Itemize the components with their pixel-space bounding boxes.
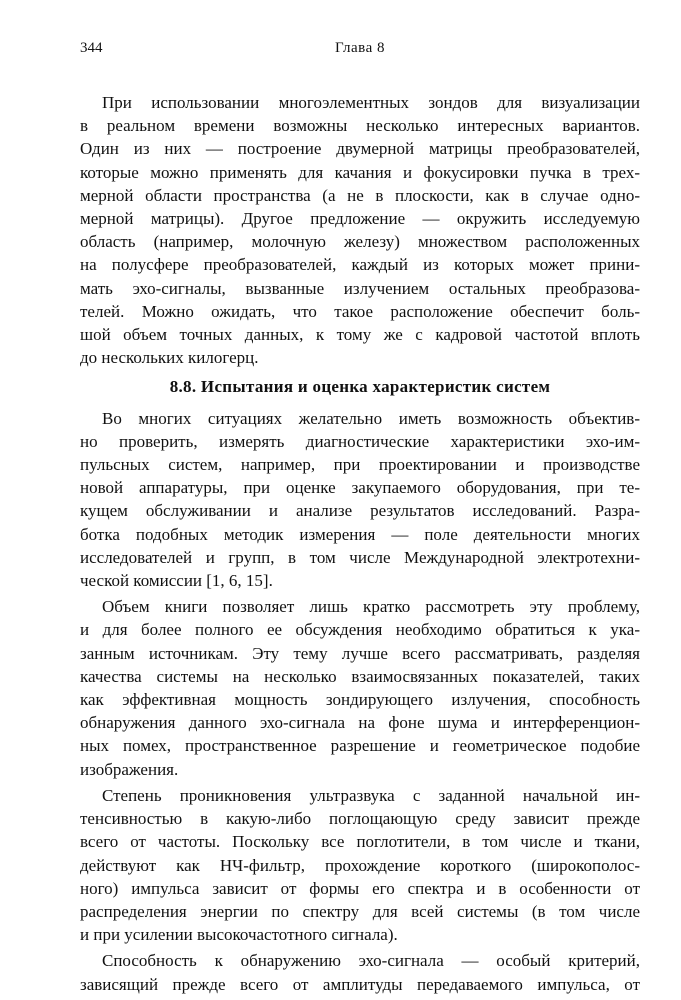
text-line: Во многих ситуациях желательно иметь возможность объектив- [102,408,640,428]
text-line: ного) импульса зависит от формы его спектра и в особенности от [80,878,640,898]
text-line: и при усилении высокочастотного сигнала). [80,925,398,945]
text-line: Один из них — построение двумерной матрицы преобразователей, [80,139,640,159]
paragraph [80,949,640,995]
text-line: При использовании многоэлементных зондов для визуализации [102,93,640,112]
section-title: 8.8. Испытания и оценка характеристик систем [169,377,551,397]
text-line: распределения энергии по спектру для всей системы (в том числе [80,901,640,921]
paragraph [80,595,640,781]
text-line: мать эхо-сигналы, вызванные излучением остальных преобразова- [80,278,640,298]
page-number: 344 [80,40,103,56]
text-line: зависящий прежде всего от амплитуды передаваемого импульса, от [80,974,640,994]
text-line: шой объем точных данных, к тому же с кадровой частотой вплоть [80,325,640,345]
text-line: тенсивностью в какую-либо поглощающую среду зависит прежде [80,809,640,829]
text-line: Объем книги позволяет лишь кратко рассмотреть эту проблему, [102,597,640,617]
text-line: исследователей и групп, в том числе Международной электротехни- [80,547,640,567]
text-line: на полусфере преобразователей, каждый из которых может прини- [80,255,640,275]
paragraphs-after-section [80,407,640,996]
paragraphs-before-section [80,91,640,369]
text-line: телей. Можно ожидать, что такое расположение обеспечит боль- [80,301,640,321]
text-line: мерной области пространства (а не в плоскости, как в случае одно- [80,185,640,205]
text-line: изображения. [80,759,179,779]
text-line: всего от частоты. Поскольку все поглотители, в том числе и ткани, [80,832,640,852]
text-line: Способность к обнаружению эхо-сигнала — особый критерий, [102,951,640,971]
text-line: мерной матрицы). Другое предложение — окружить исследуемую [80,209,640,229]
paragraph [80,91,640,369]
text-line: область (например, молочную железу) множеством расположенных [80,232,640,252]
text-line: действуют как НЧ-фильтр, прохождение короткого (широкополос- [80,855,640,875]
text-line: в реальном времени возможны несколько интересных вариантов. [80,116,640,136]
page-header [80,40,640,64]
text-line: занным источникам. Эту тему лучше всего рассматривать, разделяя [80,643,640,663]
text-line: и для более полного ее обсуждения необходимо обратиться к ука- [80,620,640,640]
text-line: которые можно применять для качания и фокусировки пучка в трех- [80,162,640,182]
running-head: Глава 8 [335,40,385,56]
text-line: Степень проникновения ультразвука с заданной начальной ин- [102,785,640,805]
text-line: пульсных систем, например, при проектировании и производстве [80,455,640,475]
paragraph [80,407,640,593]
text-line: кущем обслуживании и анализе результатов исследований. Разра- [80,501,640,521]
body-text [80,91,640,999]
text-line: ческой комиссии [1, 6, 15]. [80,571,273,591]
text-line: новой аппаратуры, при оценке закупаемого оборудования, при те- [80,478,640,498]
text-line: качества системы на несколько взаимосвязанных показателей, таких [80,666,640,686]
text-line: но проверить, измерять диагностические характеристики эхо-им- [80,431,640,451]
text-line: обнаружения данного эхо-сигнала на фоне шума и интерференцион- [80,713,640,733]
text-line: ботка подобных методик измерения — поле деятельности многих [80,524,640,544]
text-line: до нескольких килогерц. [80,348,259,368]
text-line: как эффективная мощность зондирующего излучения, способность [80,690,640,710]
text-line: ных помех, пространственное разрешение и геометрическое подобие [80,736,640,756]
paragraph [80,784,640,946]
